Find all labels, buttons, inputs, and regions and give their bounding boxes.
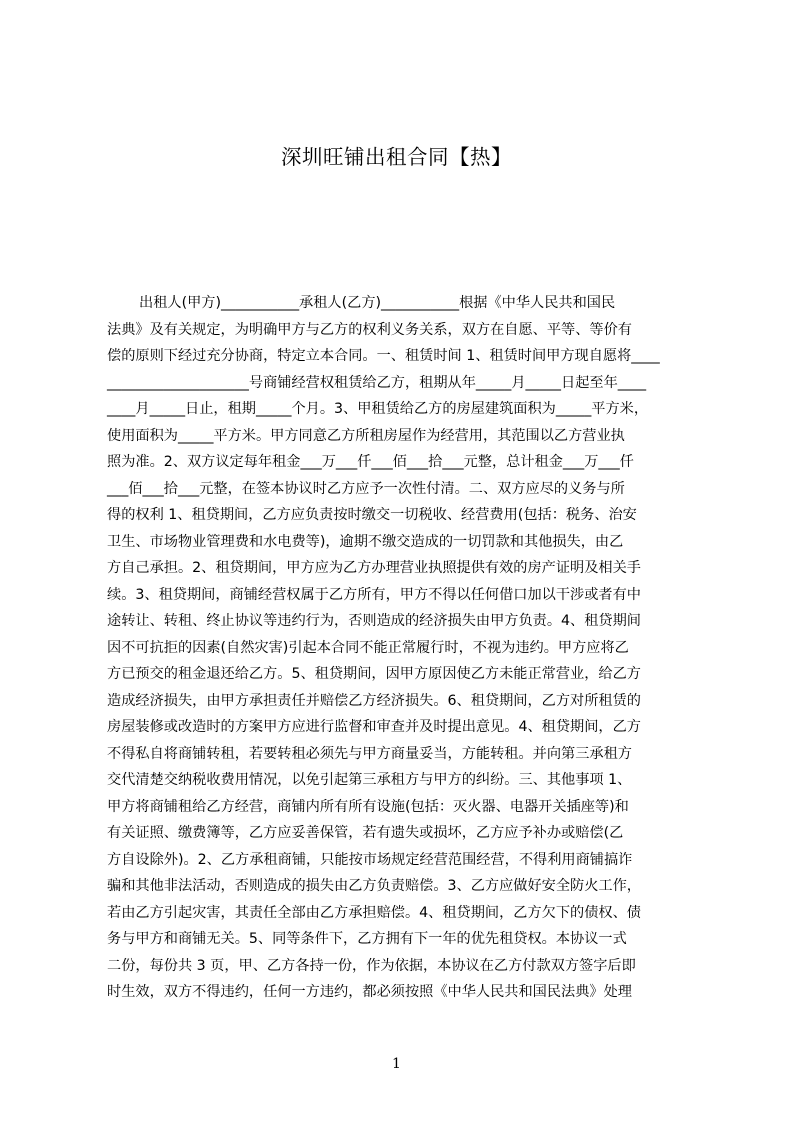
body-line: ____________________号商铺经营权租赁给乙方，租期从年_____月_____日起至年____ (107, 374, 647, 391)
body-line: ___佰___拾___元整，在签本协议时乙方应予一次性付清。二、双方应尽的义务与所 (107, 480, 625, 497)
body-line: 方已预交的租金退还给乙方。5、租贷期间，因甲方原因使乙方未能正常营业，给乙方 (107, 666, 641, 682)
body-line: 法典》及有关规定，为明确甲方与乙方的权利义务关系，双方在自愿、平等、等价有 (107, 321, 632, 338)
body-line: 交代清楚交纳税收费用情况，以免引起第三承租方与甲方的纠纷。三、其他事项 1、 (107, 772, 632, 788)
body-line: 卫生、市场物业管理费和水电费等)，逾期不缴交造成的一切罚款和其他损失，由乙 (107, 533, 624, 550)
body-line: 偿的原则下经过充分协商，特定立本合同。一、租赁时间 1、租赁时间甲方现自愿将____ (107, 348, 660, 364)
body-line: 出租人(甲方)___________承租人(乙方)___________根据《中华人民共和国民 (139, 295, 616, 311)
body-line: 若由乙方引起灾害，其责任全部由乙方承担赔偿。4、租贷期间，乙方欠下的债权、债 (107, 904, 641, 921)
body-line: 因不可抗拒的因素(自然灾害)引起本合同不能正常履行时，不视为违约。甲方应将乙 (107, 639, 629, 656)
body-line: 骗和其他非法活动，否则造成的损失由乙方负责赔偿。3、乙方应做好安全防火工作， (107, 878, 641, 894)
body-line: 使用面积为_____平方米。甲方同意乙方所租房屋作为经营用，其范围以乙方营业执 (107, 427, 625, 444)
body-line: 得的权利 1、租贷期间，乙方应负责按时缴交一切税收、经营费用(包括：税务、治安 (107, 507, 637, 523)
body-line: 不得私自将商铺转租，若要转租必须先与甲方商量妥当，方能转租。并向第三承租方 (107, 745, 632, 762)
body-line: 续。3、租贷期间，商铺经营权属于乙方所有，甲方不得以任何借口加以干涉或者有中 (107, 586, 641, 603)
page-title: 深圳旺铺出租合同【热】 (281, 145, 512, 169)
body-line: 方自设除外)。2、乙方承租商铺，只能按市场规定经营范围经营，不得利用商铺搞诈 (107, 851, 633, 868)
page-number: 1 (392, 1056, 401, 1072)
body-line: 务与甲方和商铺无关。5、同等条件下，乙方拥有下一年的优先租贷权。本协议一式 (107, 931, 627, 947)
body-line: 方自己承担。2、租贷期间，甲方应为乙方办理营业执照提供有效的房产证明及相关手 (107, 560, 641, 576)
body-line: ____月_____日止，租期_____个月。3、甲租赁给乙方的房屋建筑面积为_____平方米， (107, 401, 649, 417)
contract-body (107, 290, 697, 1000)
body-line: 二份，每份共 3 页，甲、乙方各持一份，作为依据，本协议在乙方付款双方签字后即 (107, 957, 636, 974)
body-line: 途转让、转租、终止协议等违约行为，否则造成的经济损失由甲方负责。4、租贷期间 (107, 613, 641, 629)
body-line: 照为准。2、双方议定每年租金___万___仟___佰___拾___元整，总计租金___万___仟 (107, 454, 634, 470)
body-line: 甲方将商铺租给乙方经营，商铺内所有所有设施(包括：灭火器、电器开关插座等)和 (107, 798, 629, 815)
body-line: 造成经济损失，由甲方承担责任并赔偿乙方经济损失。6、租贷期间，乙方对所租赁的 (107, 692, 641, 709)
body-line: 时生效，双方不得违约，任何一方违约，都必须按照《中华人民共和国民法典》处理 (107, 984, 632, 1000)
body-line: 房屋装修或改造时的方案甲方应进行监督和审查并及时提出意见。4、租贷期间，乙方 (107, 719, 641, 735)
body-line: 有关证照、缴费簿等，乙方应妥善保管，若有遗失或损坏，乙方应予补办或赔偿(乙 (107, 825, 624, 841)
